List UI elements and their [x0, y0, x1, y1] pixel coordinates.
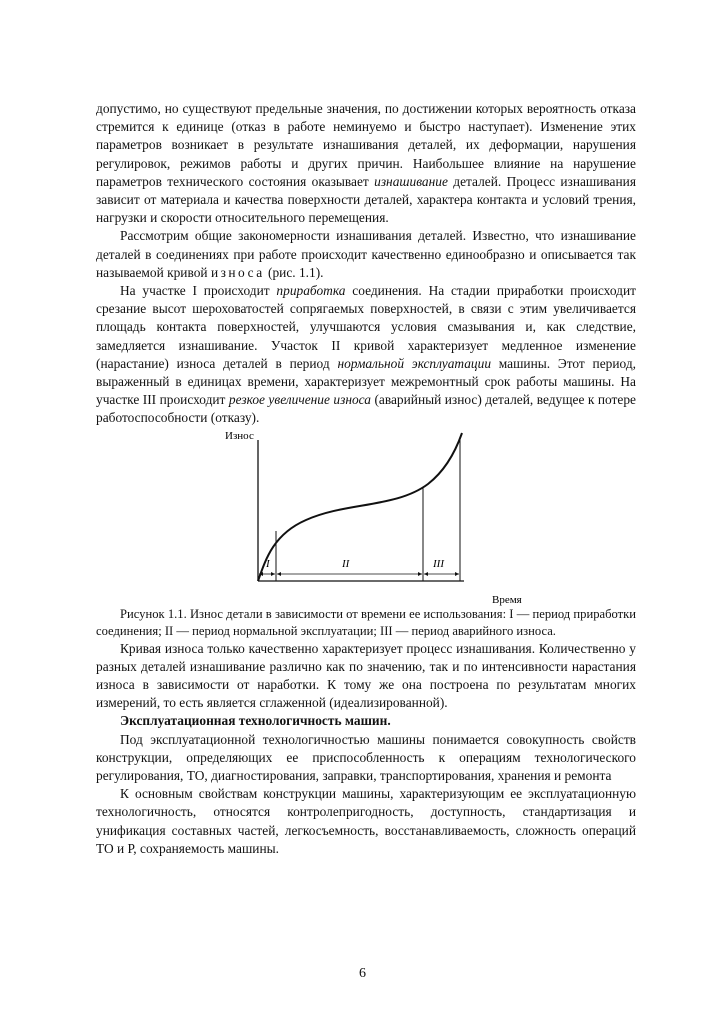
- section-heading: Эксплуатационная технологичность машин.: [120, 713, 391, 729]
- figure-caption: Рисунок 1.1. Износ детали в зависимости от времени ее использования: I — период приработки соединения; II — период нормальной эксплуатации; III — период аварийного износа.: [96, 606, 636, 638]
- document-page: [96, 100, 636, 858]
- term-running-in: приработка: [276, 283, 346, 299]
- wear-curve-figure: [96, 428, 636, 606]
- term-wear-curve: износа: [210, 264, 265, 280]
- paragraph-5: Под эксплуатационной технологичностью машины понимается совокупность свойств конструкции, определяющих ее приспособленность к операциям технологического регулирования, ТО, диагностирования, заправки, транспортирования, хранения и ремонта: [96, 731, 636, 784]
- x-axis-label: Время: [492, 593, 522, 606]
- wear-curve-chart: [96, 428, 636, 606]
- paragraph-4: Кривая износа только качественно характеризует процесс изнашивания. Количественно у разных деталей изнашивание различно как по значению, так и по интенсивности нарастания износа в зависимости от наработки. К тому же она построена по результатам многих измерений, то есть является сглаженной (идеализированной).: [96, 640, 636, 711]
- paragraph-2: Рассмотрим общие закономерности изнашивания деталей. Известно, что изнашивание деталей в соединениях при работе происходит качественно единообразно и описывается так называемой кривой износа (рис. 1.1).: [96, 228, 636, 280]
- wear-curve: [258, 433, 462, 581]
- paragraph-3: На участке I происходит приработка соединения. На стадии приработки происходит срезание высот шероховатостей сопрягаемых поверхностей, в связи с этим увеличивается площадь контакта поверхностей, улучшаются условия смазывания и, как следствие, замедляется изнашивание. Участок II кривой характеризует медленное изменение (нарастание) износа деталей в период нормальной эксплуатации машины. Этот период, выраженный в единицах времени, характеризует межремонтный срок работы машины. На участке III происходит резкое увеличение износа (аварийный износ) деталей, ведущее к потере работоспособности (отказу).: [96, 283, 636, 426]
- zone-label-1: I: [266, 557, 270, 570]
- zone-label-3: III: [433, 557, 444, 570]
- y-axis-label: Износ: [225, 429, 254, 442]
- page-number: 6: [359, 966, 366, 981]
- term-sharp-increase: резкое увеличение износа: [228, 392, 371, 408]
- term-wear: изнашивание: [374, 173, 448, 189]
- paragraph-1: допустимо, но существуют предельные значения, по достижении которых вероятность отказа стремится к единице (отказ в работе неминуемо и быстро наступает). Изменение этих параметров возникает в результате изнашивания деталей, их деформации, нарушения регулировок, режимов работы и других причин. Наибольшее влияние на нарушение параметров технического состояния оказывает изнашивание деталей. Процесс изнашивания зависит от материала и качества поверхности деталей, характера контакта и условий трения, нагрузки и скорости относительного перемещения.: [96, 101, 636, 226]
- term-normal-operation: нормальной эксплуатации: [337, 355, 492, 371]
- paragraph-6: К основным свойствам конструкции машины, характеризующим ее эксплуатационную технологичность, относятся контролепригодность, доступность, стандартизация и унификация составных частей, легкосъемность, восстанавливаемость, сложность операций ТО и Р, сохраняемость машины.: [96, 786, 636, 856]
- zone-label-2: II: [342, 557, 350, 570]
